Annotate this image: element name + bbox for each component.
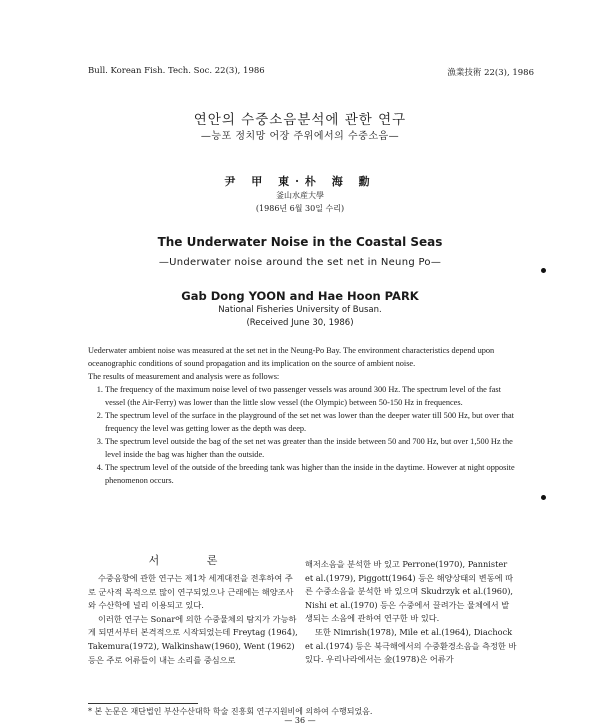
result-item: 4. The spectrum level of the outside of the breeding tank was higher than the inside in the daytime. However at night opposite phenomenon occurs. [105,461,518,487]
korean-affiliation: 釜山水産大學 [276,191,324,200]
body-column-left [88,572,300,667]
result-item: 2. The spectrum level of the surface in the playground of the set net was lower than the deeper water till 500 Hz, but over that frequency the level was getting lower as the depth was deep. [105,409,518,435]
footnote-divider [88,703,198,704]
abstract-results-intro: The results of measurement and analysis were as follows: [88,372,280,381]
english-title: The Underwater Noise in the Coastal Seas [157,235,443,249]
body-paragraph: 또한 Nimrish(1978), Mile et al.(1964), Diachock et al.(1974) 등은 북극해에서의 수중환경소음을 측정한 바 있다. 우리나라에서는 金(1978)은 어류가 [305,626,517,665]
result-item: 3. The spectrum level outside the bag of the set net was greater than the inside between 50 and 700 Hz, but over 1,500 Hz the level inside the bag was higher than the outside. [105,435,518,461]
results-list [88,383,518,487]
journal-header-left: Bull. Korean Fish. Tech. Soc. 22(3), 1986 [88,66,265,76]
body-paragraph: 해저소음을 분석한 바 있고 Perrone(1970), Pannister et al.(1979), Piggott(1964) 등은 해양상태의 변동에 따른 수중소음을 분석한 바 있으며 Skudrzyk et al.(1960), Nishi et al.(1970) 등은 수중에서 끌려가는 물체에서 발생되는 소음에 관하여 연구한 바 있다. [305,559,514,624]
body-column-right [305,558,517,667]
footnote: * 본 논문은 재단법인 부산수산대학 학술 진흥회 연구지원비에 의하여 수행되었음. [88,707,373,716]
korean-title: 연안의 수중소음분석에 관한 연구 [193,112,407,128]
body-paragraph: 수중음향에 관한 연구는 제1차 세계대전을 전후하여 주로 군사적 목적으로 많이 연구되었으나 근래에는 해양조사와 수산학에 널리 이용되고 있다. [88,573,294,611]
korean-subtitle: —능포 정치망 어장 주위에서의 수중소음— [200,131,400,142]
english-affiliation: National Fisheries University of Busan. [218,305,382,315]
abstract-intro: Uederwater ambient noise was measured at the set net in the Neung-Po Bay. The environment characteristics depend upon oceanographic conditions of sound propagation and its implication on the source of ambient noise. [88,346,495,368]
abstract [88,344,518,487]
journal-header-right: 漁業技術 22(3), 1986 [447,68,534,78]
korean-received-date: (1986년 6월 30일 수리) [255,204,345,213]
margin-dot [541,268,546,273]
margin-dot [541,495,546,500]
english-received-date: (Received June 30, 1986) [246,318,354,328]
section-heading-introduction: 서 론 [148,554,240,567]
result-item: 1. The frequency of the maximum noise level of two passenger vessels was around 300 Hz. The spectrum level of the fast vessel (the Air-Ferry) was lower than the little slow vessel (the Olympic) between 50-150 Hz in frequences. [105,383,518,409]
english-authors: Gab Dong YOON and Hae Hoon PARK [181,289,419,303]
page-number: — 36 — [284,716,316,725]
korean-authors: 尹 甲 東·朴 海 勳 [224,175,376,188]
english-subtitle: —Underwater noise around the set net in Neung Po— [158,257,442,268]
body-paragraph: 이러한 연구는 Sonar에 의한 수중물체의 탐지가 가능하게 되면서부터 본격적으로 시작되었는데 Freytag (1964), Takemura(1972), Walkinshaw(1960), Went (1962) 등은 주로 어류들이 내는 소리를 중심으로 [88,613,298,665]
